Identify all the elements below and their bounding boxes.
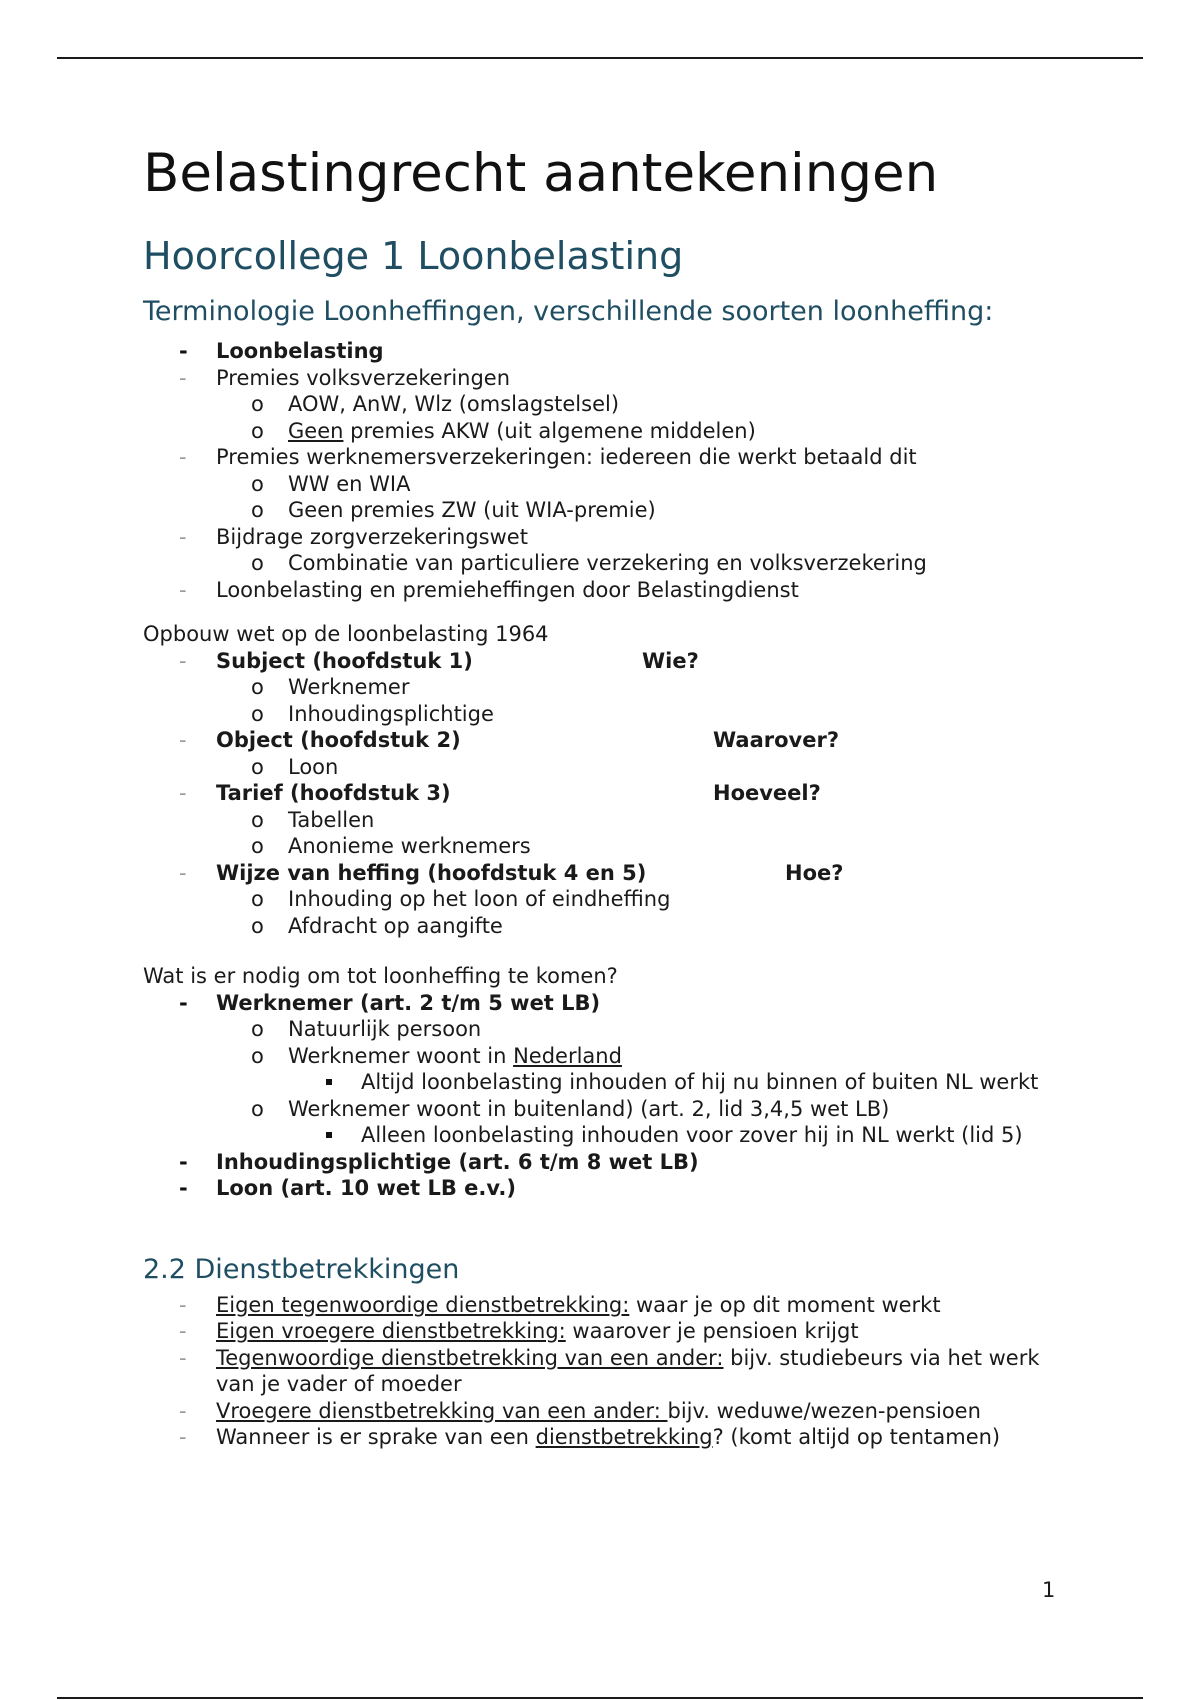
question-label: Waarover? bbox=[713, 728, 840, 752]
dash-bullet: - bbox=[179, 524, 187, 549]
dash-bullet: - bbox=[179, 1425, 187, 1449]
circle-bullet: o bbox=[251, 807, 264, 832]
terminology-heading: Terminologie Loonheffingen, verschillende soorten loonheffing: bbox=[143, 296, 994, 327]
structure-list bbox=[143, 648, 1063, 940]
spacer bbox=[143, 939, 1063, 963]
dash-bullet: - bbox=[179, 1319, 187, 1343]
list-item bbox=[143, 727, 1063, 754]
list-item bbox=[143, 990, 1063, 1017]
circle-bullet: o bbox=[251, 913, 264, 938]
list-item-text: Anonieme werknemers bbox=[288, 834, 531, 858]
circle-bullet: o bbox=[251, 418, 264, 443]
underlined-text: Geen bbox=[288, 418, 344, 443]
loonheffing-list bbox=[143, 338, 1063, 603]
dash-bullet: - bbox=[179, 728, 187, 752]
underlined-text: Nederland bbox=[513, 1043, 622, 1068]
list-item-text: Subject (hoofdstuk 1) bbox=[216, 648, 473, 673]
list-item bbox=[143, 860, 1063, 887]
list-item bbox=[143, 524, 1063, 551]
sub-list-item bbox=[143, 807, 1063, 834]
list-item-text: Werknemer bbox=[288, 675, 410, 699]
list-item bbox=[143, 1424, 1063, 1451]
list-item-text: Premies volksverzekeringen bbox=[216, 365, 511, 390]
list-item-text: bijv. weduwe/wezen-pensioen bbox=[667, 1398, 981, 1423]
square-bullet bbox=[326, 1079, 332, 1085]
list-item-text: Loon (art. 10 wet LB e.v.) bbox=[216, 1176, 516, 1200]
dienstbetrekkingen-heading: 2.2 Dienstbetrekkingen bbox=[143, 1253, 460, 1285]
circle-bullet: o bbox=[251, 834, 264, 858]
sub-list-item bbox=[143, 497, 1063, 524]
dash-bullet: - bbox=[179, 445, 187, 469]
bottom-rule bbox=[57, 1697, 1143, 1699]
list-item-text: WW en WIA bbox=[288, 471, 411, 496]
sub-sub-list-item bbox=[143, 1122, 1063, 1149]
circle-bullet: o bbox=[251, 754, 264, 779]
question-label: Hoeveel? bbox=[713, 781, 821, 805]
list-item bbox=[143, 1345, 1063, 1398]
sub-list-item bbox=[143, 886, 1063, 913]
circle-bullet: o bbox=[251, 551, 264, 575]
list-item-text: Geen premies ZW (uit WIA-premie) bbox=[288, 498, 656, 522]
spacer bbox=[143, 603, 1063, 621]
requirements-intro: Wat is er nodig om tot loonheffing te komen? bbox=[143, 964, 618, 988]
question-label: Wie? bbox=[642, 648, 699, 673]
dash-bullet: - bbox=[179, 1292, 187, 1317]
dash-bullet: - bbox=[179, 1345, 187, 1370]
list-item-text: ? (komt altijd op tentamen) bbox=[712, 1425, 1001, 1449]
circle-bullet: o bbox=[251, 471, 264, 496]
list-item bbox=[143, 648, 1063, 675]
sub-list-item bbox=[143, 1016, 1063, 1043]
list-item-text: Altijd loonbelasting inhouden of hij nu binnen of buiten NL werkt bbox=[361, 1070, 1039, 1094]
list-item bbox=[143, 338, 1063, 365]
dash-bullet: - bbox=[179, 339, 188, 363]
list-item-text: AOW, AnW, Wlz (omslagstelsel) bbox=[288, 392, 620, 416]
sub-list-item bbox=[143, 754, 1063, 781]
list-item-text: Loonbelasting bbox=[216, 339, 384, 363]
sub-list-item bbox=[143, 471, 1063, 498]
dash-bullet: - bbox=[179, 1176, 188, 1200]
dash-bullet: - bbox=[179, 990, 188, 1015]
circle-bullet: o bbox=[251, 1096, 264, 1121]
dash-bullet: - bbox=[179, 781, 187, 805]
sub-list-item bbox=[143, 391, 1063, 418]
dash-bullet: - bbox=[179, 365, 187, 390]
underlined-text: Tegenwoordige dienstbetrekking van een ander: bbox=[216, 1345, 724, 1370]
list-item bbox=[143, 365, 1063, 392]
list-item-text: Inhoudingsplichtige (art. 6 t/m 8 wet LB) bbox=[216, 1149, 699, 1174]
sub-list-item bbox=[143, 550, 1063, 577]
list-item-text: waar je op dit moment werkt bbox=[629, 1292, 941, 1317]
list-item-text: Bijdrage zorgverzekeringswet bbox=[216, 524, 528, 549]
dash-bullet: - bbox=[179, 648, 187, 673]
list-item-text: Natuurlijk persoon bbox=[288, 1017, 482, 1041]
list-item-text: Combinatie van particuliere verzekering en volksverzekering bbox=[288, 551, 927, 575]
circle-bullet: o bbox=[251, 498, 264, 522]
square-bullet bbox=[326, 1132, 332, 1138]
list-item-text: Loon bbox=[288, 754, 339, 779]
list-item-text: Object (hoofdstuk 2) bbox=[216, 728, 461, 752]
requirements-list bbox=[143, 990, 1063, 1202]
dash-bullet: - bbox=[179, 1398, 187, 1423]
list-item-text: Premies werknemersverzekeringen: iedereen die werkt betaald dit bbox=[216, 445, 917, 469]
list-item-text: Werknemer (art. 2 t/m 5 wet LB) bbox=[216, 990, 601, 1015]
top-rule bbox=[57, 57, 1143, 59]
list-item bbox=[143, 577, 1063, 604]
list-item-text: Loonbelasting en premieheffingen door Belastingdienst bbox=[216, 577, 799, 602]
sub-sub-list-item bbox=[143, 1069, 1063, 1096]
list-item-text: Wijze van heffing (hoofdstuk 4 en 5) bbox=[216, 860, 647, 885]
list-item-text: bijv. studiebeurs via het werk van je vader of moeder bbox=[216, 1345, 1040, 1396]
list-item-text: Werknemer woont in bbox=[288, 1043, 514, 1068]
list-item bbox=[143, 1149, 1063, 1176]
list-item bbox=[143, 1292, 1063, 1319]
list-item-text: Tarief (hoofdstuk 3) bbox=[216, 781, 451, 805]
document-title: Belastingrecht aantekeningen bbox=[143, 143, 939, 204]
circle-bullet: o bbox=[251, 675, 264, 699]
dash-bullet: - bbox=[179, 577, 187, 602]
circle-bullet: o bbox=[251, 1043, 264, 1068]
list-item-text: Alleen loonbelasting inhouden voor zover hij in NL werkt (lid 5) bbox=[361, 1123, 1023, 1147]
document-page bbox=[143, 138, 1063, 1451]
sub-list-item bbox=[143, 833, 1063, 860]
sub-list-item bbox=[143, 674, 1063, 701]
list-item bbox=[143, 1398, 1063, 1425]
circle-bullet: o bbox=[251, 1017, 264, 1041]
list-item-text: Inhouding op het loon of eindheffing bbox=[288, 887, 671, 911]
list-item bbox=[143, 1175, 1063, 1202]
list-item-text: Tabellen bbox=[288, 807, 375, 832]
sub-list-item bbox=[143, 418, 1063, 445]
list-item bbox=[143, 1318, 1063, 1345]
list-item bbox=[143, 444, 1063, 471]
list-item-text: waarover je pensioen krijgt bbox=[565, 1319, 859, 1343]
sub-list-item bbox=[143, 1096, 1063, 1123]
dash-bullet: - bbox=[179, 1149, 188, 1174]
underlined-text: Eigen tegenwoordige dienstbetrekking: bbox=[216, 1292, 630, 1317]
list-item-text: premies AKW (uit algemene middelen) bbox=[343, 418, 756, 443]
circle-bullet: o bbox=[251, 887, 264, 911]
page-number: 1 bbox=[1042, 1578, 1056, 1602]
dash-bullet: - bbox=[179, 860, 187, 885]
circle-bullet: o bbox=[251, 701, 264, 726]
sub-list-item bbox=[143, 1043, 1063, 1070]
sub-list-item bbox=[143, 701, 1063, 728]
list-item-text: Werknemer woont in buitenland) (art. 2, lid 3,4,5 wet LB) bbox=[288, 1096, 890, 1121]
circle-bullet: o bbox=[251, 392, 264, 416]
question-label: Hoe? bbox=[785, 860, 844, 885]
list-item-text: Inhoudingsplichtige bbox=[288, 701, 494, 726]
list-item-text: Afdracht op aangifte bbox=[288, 913, 503, 938]
sub-list-item bbox=[143, 913, 1063, 940]
lecture-heading: Hoorcollege 1 Loonbelasting bbox=[143, 234, 684, 278]
list-item bbox=[143, 780, 1063, 807]
underlined-text: dienstbetrekking bbox=[535, 1425, 713, 1449]
list-item-text: Wanneer is er sprake van een bbox=[216, 1425, 536, 1449]
underlined-text: Vroegere dienstbetrekking van een ander: bbox=[216, 1398, 668, 1423]
structure-intro: Opbouw wet op de loonbelasting 1964 bbox=[143, 622, 549, 646]
underlined-text: Eigen vroegere dienstbetrekking: bbox=[216, 1319, 566, 1343]
dienstbetrekkingen-list bbox=[143, 1292, 1063, 1451]
